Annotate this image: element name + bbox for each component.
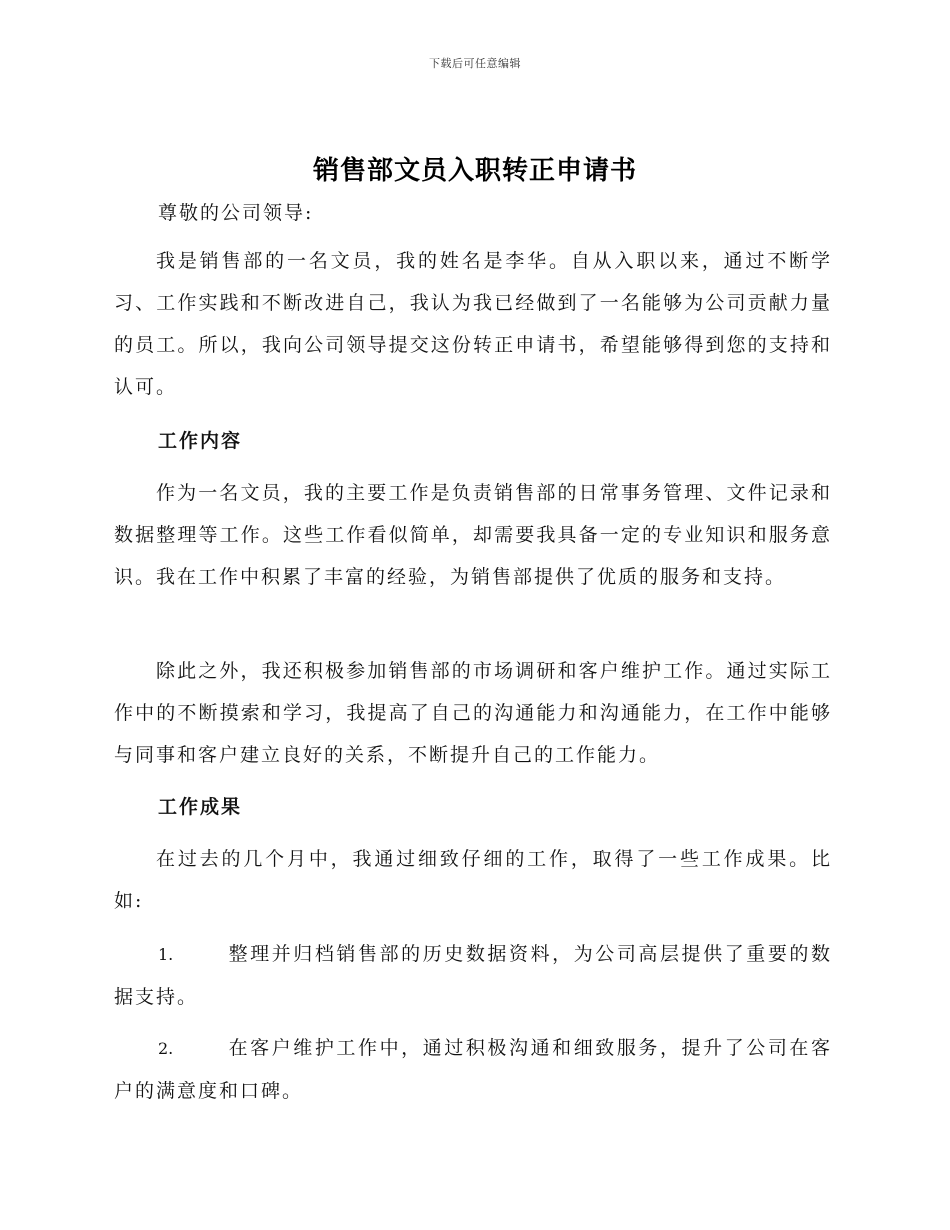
intro-paragraph: 我是销售部的一名文员，我的姓名是李华。自从入职以来，通过不断学习、工作实践和不断改进自己，我认为我已经做到了一名能够为公司贡献力量的员工。所以，我向公司领导提交这份转正申请书，希望能够得到您的支持和认可。	[114, 250, 832, 398]
work-content-paragraph-1: 作为一名文员，我的主要工作是负责销售部的日常事务管理、文件记录和数据整理等工作。这些工作看似简单，却需要我具备一定的专业知识和服务意识。我在工作中积累了丰富的经验，为销售部提供了优质的服务和支持。	[114, 482, 832, 588]
section-heading-work-content: 工作内容	[158, 430, 243, 452]
list-item-number: 1.	[158, 945, 174, 964]
list-item-number: 2.	[158, 1039, 174, 1058]
section-heading-work-results: 工作成果	[158, 796, 243, 818]
work-content-paragraph-2: 除此之外，我还积极参加销售部的市场调研和客户维护工作。通过实际工作中的不断摸索和学习，我提高了自己的沟通能力和沟通能力，在工作中能够与同事和客户建立良好的关系，不断提升自己的工作能力。	[114, 660, 832, 766]
work-content-paragraph-2-block	[114, 650, 832, 776]
list-item-text: 整理并归档销售部的历史数据资料，为公司高层提供了重要的数据支持。	[114, 943, 832, 1008]
list-item	[114, 1027, 832, 1112]
list-item	[114, 933, 832, 1018]
intro-paragraph-block	[114, 240, 832, 408]
work-results-paragraph-block	[114, 838, 832, 922]
work-results-paragraph: 在过去的几个月中，我通过细致仔细的工作，取得了一些工作成果。比如:	[114, 848, 832, 912]
salutation: 尊敬的公司领导:	[158, 202, 314, 224]
page-title: 销售部文员入职转正申请书	[312, 156, 637, 186]
header-note: 下载后可任意编辑	[429, 57, 521, 70]
list-item-text: 在客户维护工作中，通过积极沟通和细致服务，提升了公司在客户的满意度和口碑。	[114, 1037, 832, 1102]
work-content-paragraph-1-block	[114, 472, 832, 598]
